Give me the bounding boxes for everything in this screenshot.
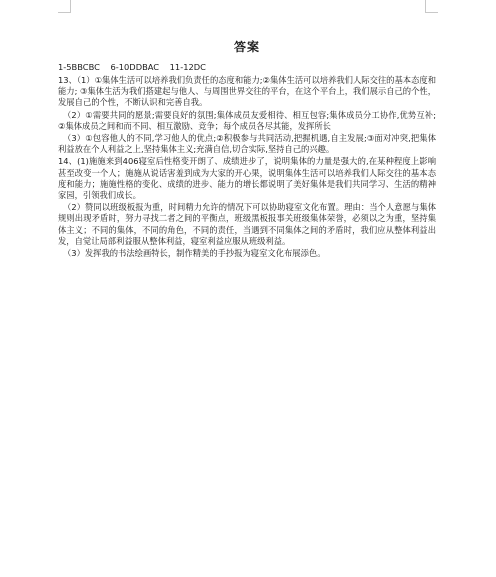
answer-13-part-3: （3）①包容他人的不同,学习他人的优点;②积极参与共同活动,把握机遇,自主发展;③面对冲突,把集体利益放在个人利益之上,坚持集体主义;充满自信,切合实际,坚持自己的兴趣。	[58, 133, 436, 155]
page-corner-mark-left	[58, 0, 71, 13]
answer-14-part-3: （3）发挥我的书法绘画特长，制作精美的手抄报为寝室文化布展添色。	[63, 248, 326, 259]
answer-13-part-2: （2）①需要共同的愿景;需要良好的氛围;集体成员友爱相待、相互包容;集体成员分工协作,优势互补;②集体成员之间和而不同、相互激励、竞争；每个成员各尽其能，发挥所长	[58, 109, 436, 131]
answer-14-part-1: 14、(1)施施来到406寝室后性格变开朗了、成绩进步了，说明集体的力量是强大的,在某种程度上影响甚至改变一个人；施施从说话害羞到成为大家的开心果，说明集体生活可以培养我们人际交往的基本态度和能力；施施性格的变化、成绩的进步、能力的增长都说明了美好集体是我们共同学习、生活的精神家园，引领我们成长。	[58, 156, 436, 201]
page-title: 答案	[233, 40, 260, 54]
page-corner-mark-right	[425, 0, 438, 13]
multiple-choice-answers: 1-5BBCBC 6-10DDBAC 11-12DC	[58, 62, 206, 72]
answer-14-part-2: （2）赞同以班级板报为重，时间精力允许的情况下可以协助寝室文化布置。理由：当个人意愿与集体规则出现矛盾时，努力寻找二者之间的平衡点，班级黑板报事关班级集体荣誉，必须以之为重，坚持集体主义；不同的集体，不同的角色，不同的责任，当遇到不同集体之间的矛盾时，我们应从整体利益出发，自觉让局部利益服从整体利益，寝室利益应服从班级利益。	[58, 202, 436, 246]
answer-13-part-1: 13、（1）①集体生活可以培养我们负责任的态度和能力;②集体生活可以培养我们人际交往的基本态度和能力; ③集体生活为我们搭建起与他人、与周围世界交往的平台，在这个平台上，我们展示自己的个性，发展自己的个性，不断认识和完善自我。	[58, 75, 436, 108]
document-page	[58, 38, 436, 260]
